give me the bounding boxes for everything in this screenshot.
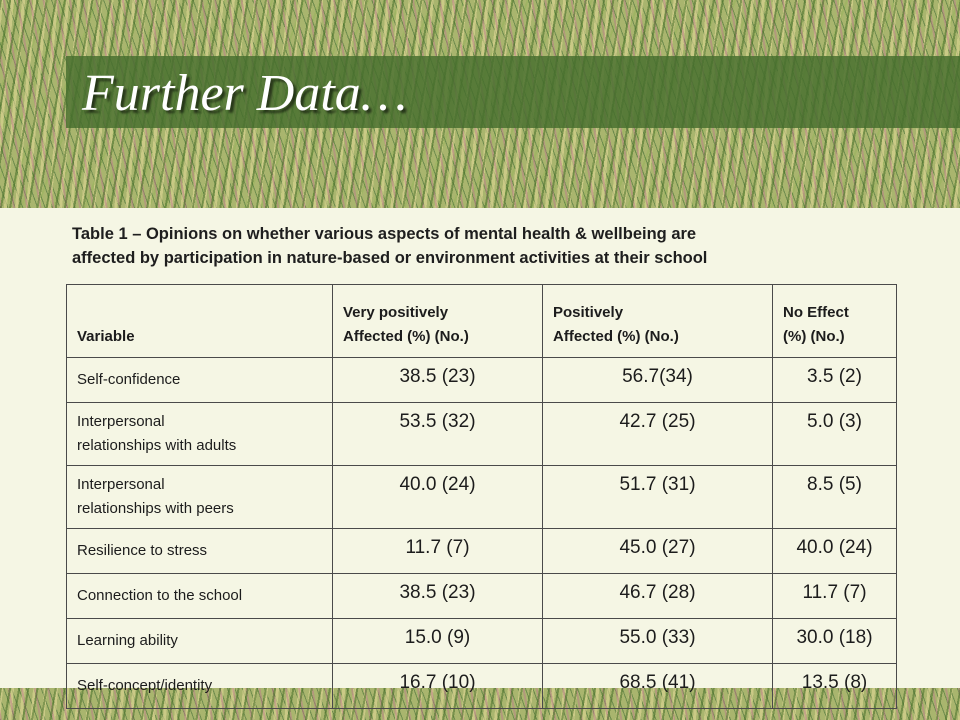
cell-no-effect: 13.5 (8) xyxy=(773,664,897,709)
cell-very-positive: 16.7 (10) xyxy=(333,664,543,709)
header-variable: Variable xyxy=(67,285,333,358)
cell-positive: 55.0 (33) xyxy=(543,619,773,664)
cell-positive: 42.7 (25) xyxy=(543,403,773,466)
cell-positive: 56.7(34) xyxy=(543,358,773,403)
header-very-positive: Very positively Affected (%) (No.) xyxy=(333,285,543,358)
cell-no-effect: 30.0 (18) xyxy=(773,619,897,664)
cell-positive: 45.0 (27) xyxy=(543,529,773,574)
table-caption xyxy=(72,222,912,270)
cell-no-effect: 5.0 (3) xyxy=(773,403,897,466)
cell-positive: 51.7 (31) xyxy=(543,466,773,529)
slide-title: Further Data… xyxy=(82,65,407,122)
caption-line-1: Table 1 – Opinions on whether various aspects of mental health & wellbeing are xyxy=(72,225,697,243)
table-row xyxy=(67,403,897,466)
cell-very-positive: 15.0 (9) xyxy=(333,619,543,664)
cell-variable: Connection to the school xyxy=(67,574,333,619)
header-positive: Positively Affected (%) (No.) xyxy=(543,285,773,358)
cell-variable: Interpersonal relationships with peers xyxy=(67,466,333,529)
header-row xyxy=(67,285,897,358)
table-row xyxy=(67,358,897,403)
cell-very-positive: 11.7 (7) xyxy=(333,529,543,574)
cell-no-effect: 40.0 (24) xyxy=(773,529,897,574)
cell-positive: 68.5 (41) xyxy=(543,664,773,709)
cell-variable: Self-confidence xyxy=(67,358,333,403)
cell-very-positive: 38.5 (23) xyxy=(333,574,543,619)
cell-variable: Self-concept/identity xyxy=(67,664,333,709)
cell-variable: Interpersonal relationships with adults xyxy=(67,403,333,466)
cell-no-effect: 3.5 (2) xyxy=(773,358,897,403)
header-no-effect: No Effect (%) (No.) xyxy=(773,285,897,358)
cell-no-effect: 11.7 (7) xyxy=(773,574,897,619)
table-row xyxy=(67,574,897,619)
data-table xyxy=(66,284,897,709)
cell-positive: 46.7 (28) xyxy=(543,574,773,619)
table-row xyxy=(67,466,897,529)
caption-line-2: affected by participation in nature-based or environment activities at their school xyxy=(72,249,708,267)
cell-very-positive: 53.5 (32) xyxy=(333,403,543,466)
table-row xyxy=(67,529,897,574)
cell-very-positive: 38.5 (23) xyxy=(333,358,543,403)
cell-very-positive: 40.0 (24) xyxy=(333,466,543,529)
cell-variable: Learning ability xyxy=(67,619,333,664)
cell-no-effect: 8.5 (5) xyxy=(773,466,897,529)
table-row xyxy=(67,619,897,664)
cell-variable: Resilience to stress xyxy=(67,529,333,574)
table-row xyxy=(67,664,897,709)
